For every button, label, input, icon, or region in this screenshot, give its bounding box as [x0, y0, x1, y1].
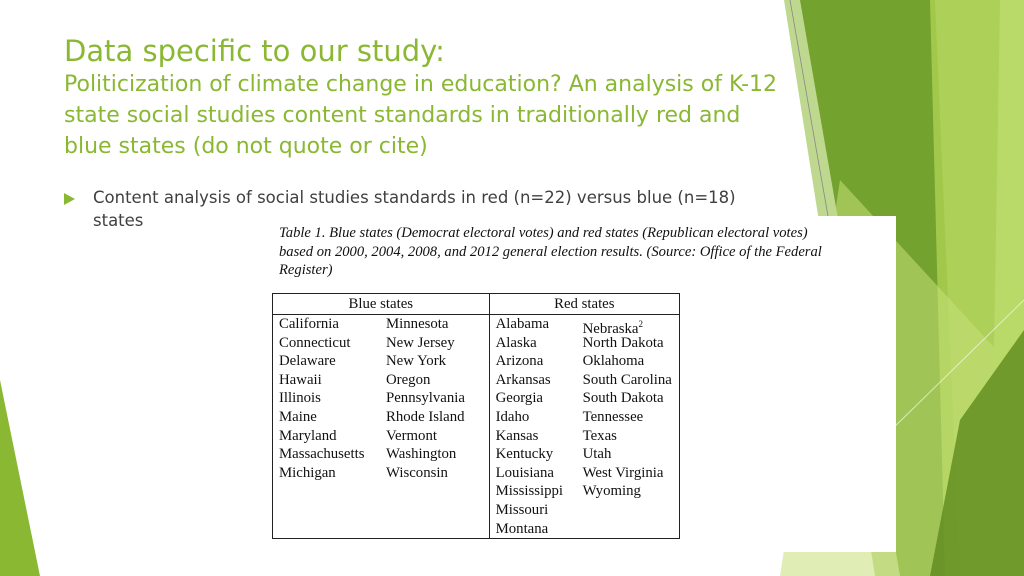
state-name: Wyoming	[582, 483, 641, 500]
state-name: Maine	[279, 408, 317, 425]
state-name: South Dakota	[582, 390, 664, 407]
subtitle-line: state social studies content standards in traditionally red and	[64, 103, 741, 128]
slide-subtitle	[64, 69, 824, 162]
caption-line: Register)	[279, 262, 333, 278]
state-name: Arizona	[495, 353, 544, 370]
state-name: Wisconsin	[386, 464, 448, 481]
state-name: Kansas	[495, 427, 539, 444]
table-caption	[279, 224, 889, 280]
state-name: Arkansas	[495, 371, 551, 388]
state-name: Alaska	[495, 334, 537, 351]
state-name: Missouri	[495, 501, 549, 518]
state-name: Vermont	[386, 427, 437, 444]
state-name: Minnesota	[386, 316, 449, 332]
state-name: Connecticut	[279, 334, 351, 351]
state-name: Mississippi	[495, 483, 564, 500]
slide-title-block	[64, 34, 824, 162]
state-name: Hawaii	[279, 371, 322, 388]
blue-states-column-1	[273, 315, 381, 539]
state-name: Washington	[386, 446, 457, 463]
state-name: Alabama	[495, 316, 550, 332]
table-body-row	[273, 315, 680, 539]
state-name: Texas	[582, 427, 617, 444]
bullet-line: states	[93, 211, 144, 230]
table-figure-image	[262, 216, 896, 552]
state-name: Michigan	[279, 464, 336, 481]
blue-states-header: Blue states	[273, 294, 490, 315]
table-header-row	[273, 294, 680, 315]
bullet-line: Content analysis of social studies standards in red (n=22) versus blue (n=18)	[93, 188, 736, 207]
state-name: Illinois	[279, 390, 321, 407]
state-name: Oregon	[386, 371, 431, 388]
state-name: Massachusetts	[279, 446, 365, 463]
caption-line: Table 1. Blue states (Democrat electoral votes) and red states (Republican electoral votes)	[279, 225, 808, 241]
subtitle-line: Politicization of climate change in education? An analysis of K-12	[64, 72, 778, 97]
state-name: New York	[386, 353, 447, 370]
state-name: Pennsylvania	[386, 390, 465, 407]
state-name: Oklahoma	[582, 353, 645, 370]
state-name: Nebraska$^2$	[582, 319, 643, 337]
subtitle-line: blue states (do not quote or cite)	[64, 134, 428, 159]
state-name: West Virginia	[582, 464, 664, 481]
state-name: Delaware	[279, 353, 336, 370]
red-states-column-2	[577, 315, 680, 539]
blue-states-column-2	[380, 315, 489, 539]
slide-title: Data specific to our study:	[64, 34, 445, 68]
state-name: Louisiana	[495, 464, 554, 481]
state-name: North Dakota	[582, 334, 664, 351]
state-name: South Carolina	[582, 371, 672, 388]
state-name: Montana	[495, 520, 549, 537]
state-name: Rhode Island	[386, 408, 465, 425]
state-name: California	[279, 316, 339, 332]
state-name: New Jersey	[386, 334, 455, 351]
red-states-column-1	[489, 315, 577, 539]
caption-line: based on 2000, 2004, 2008, and 2012 general election results. (Source: Office of the Federal	[279, 243, 822, 260]
triangle-right-icon	[64, 186, 93, 232]
state-name: Tennessee	[582, 408, 644, 425]
footnote-marker: 2	[638, 319, 643, 329]
red-states-header: Red states	[489, 294, 679, 315]
state-name: Utah	[582, 446, 612, 463]
state-name: Maryland	[279, 427, 337, 444]
state-name: Kentucky	[495, 446, 554, 463]
state-name: Idaho	[495, 408, 530, 425]
states-table	[272, 293, 680, 539]
state-name: Georgia	[495, 390, 543, 407]
